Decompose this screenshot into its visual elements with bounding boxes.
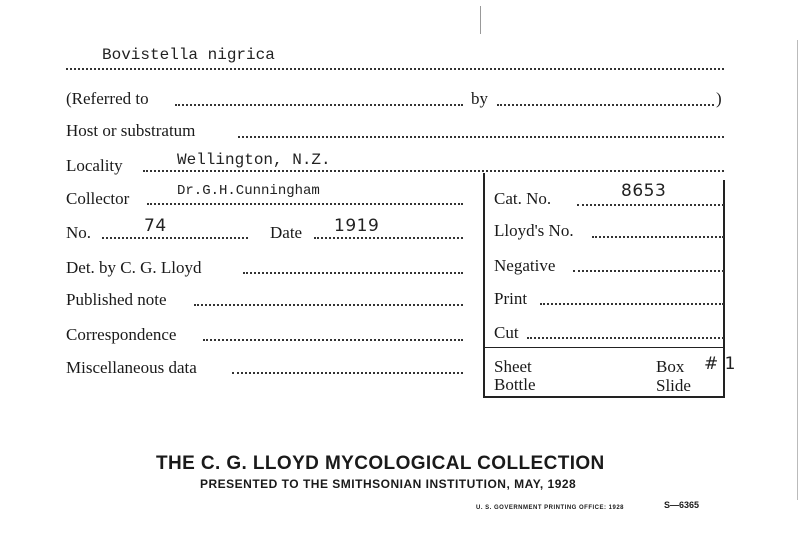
misc-data-label: Miscellaneous data [66, 358, 197, 377]
collector-value: Dr.G.H.Cunningham [177, 183, 320, 199]
species-name: Bovistella nigrica [102, 46, 275, 64]
number-label: No. [66, 223, 92, 242]
box-left-border [483, 173, 485, 398]
negative-label: Negative [494, 256, 556, 275]
box-number-value: # 1 [704, 354, 736, 374]
published-note-line [194, 304, 463, 306]
date-label: Date [270, 223, 303, 242]
date-value: 1919 [334, 216, 380, 236]
negative-line [573, 270, 724, 272]
number-value: 74 [144, 216, 167, 236]
det-by-line [243, 272, 463, 274]
header-rule [66, 68, 724, 70]
cat-no-label: Cat. No. [494, 189, 552, 208]
host-line [238, 136, 724, 138]
locality-value: Wellington, N.Z. [177, 151, 331, 169]
date-line [314, 237, 463, 239]
close-paren: ) [716, 89, 722, 108]
box-bottom-border [483, 396, 725, 398]
locality-line [143, 170, 724, 172]
print-label: Print [494, 289, 528, 308]
correspondence-label: Correspondence [66, 325, 177, 344]
cut-line [527, 337, 724, 339]
box-label: Box [656, 357, 685, 376]
lloyds-no-label: Lloyd's No. [494, 221, 574, 240]
misc-data-line [232, 372, 463, 374]
correspondence-line [203, 339, 463, 341]
by-line [497, 104, 714, 106]
locality-label: Locality [66, 156, 123, 175]
cat-no-value: 8653 [621, 181, 667, 201]
collector-line [147, 203, 463, 205]
printer-line: U. S. GOVERNMENT PRINTING OFFICE: 1928 [476, 505, 625, 511]
scan-edge-mark [797, 40, 798, 500]
cat-no-line [577, 204, 724, 206]
number-line [102, 237, 248, 239]
print-line [540, 303, 724, 305]
host-label: Host or substratum [66, 121, 196, 140]
collection-title: THE C. G. LLOYD MYCOLOGICAL COLLECTION [156, 453, 605, 474]
sheet-label: Sheet [494, 357, 532, 376]
cut-label: Cut [494, 323, 519, 342]
referred-to-line [175, 104, 463, 106]
bottle-label: Bottle [494, 375, 536, 394]
form-code: S—6365 [664, 500, 700, 510]
published-note-label: Published note [66, 290, 167, 309]
box-divider [485, 347, 725, 348]
by-label: by [471, 89, 488, 108]
collection-subtitle: PRESENTED TO THE SMITHSONIAN INSTITUTION, MAY, 1928 [200, 477, 577, 491]
scan-speck-mark [480, 6, 481, 34]
collector-label: Collector [66, 189, 130, 208]
det-by-label: Det. by C. G. Lloyd [66, 258, 202, 277]
lloyds-no-line [592, 236, 724, 238]
slide-label: Slide [656, 376, 691, 395]
referred-to-label: (Referred to [66, 89, 149, 108]
